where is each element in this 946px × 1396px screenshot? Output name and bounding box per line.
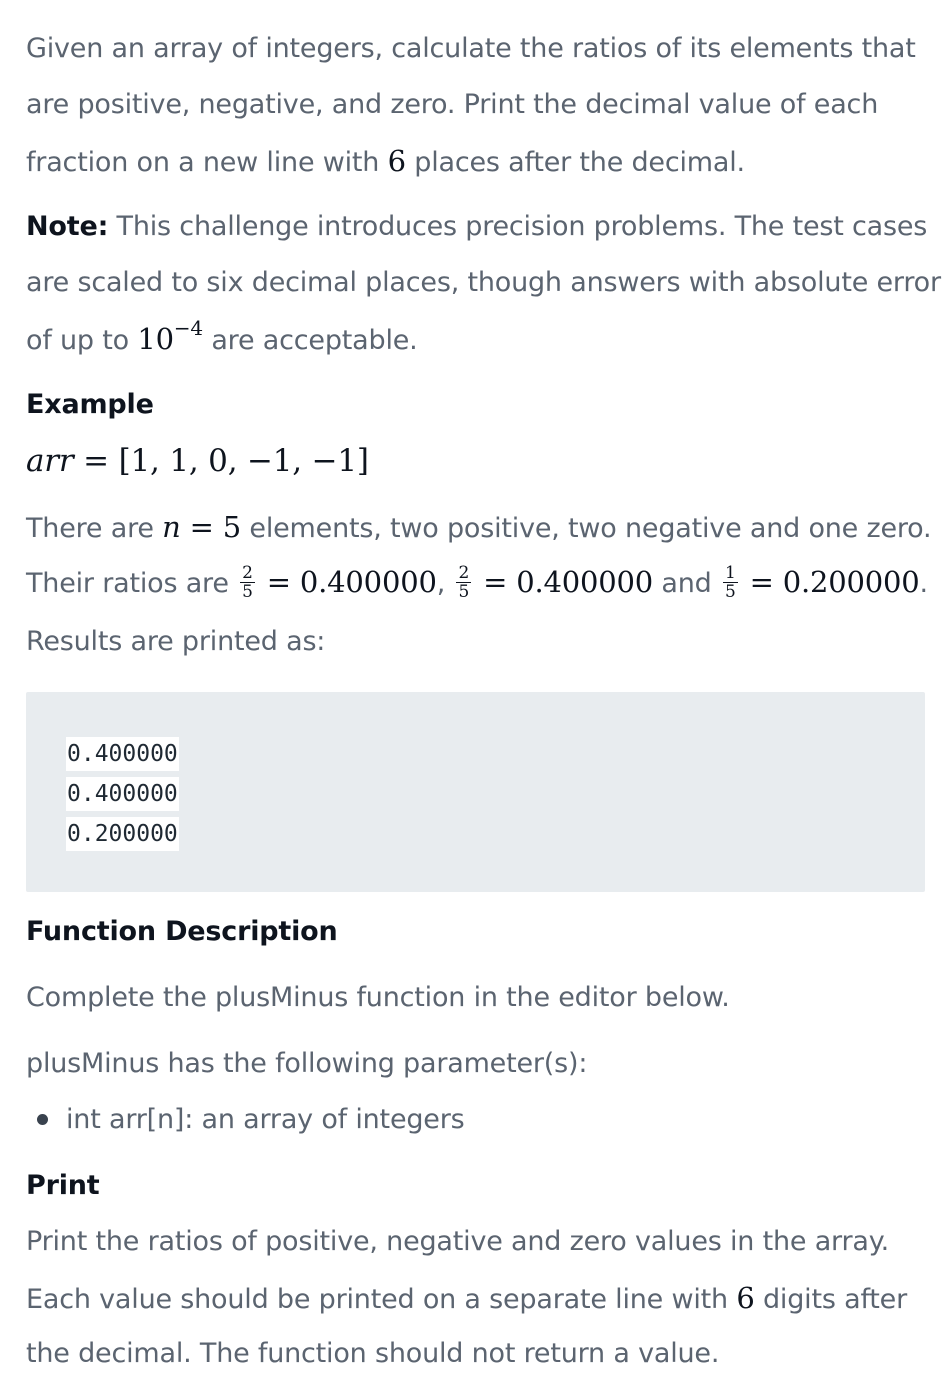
places-number: 6 <box>387 144 406 178</box>
note-line-3: of up to $10^{-4}$ are acceptable. <box>26 316 418 356</box>
example-heading: Example <box>26 389 154 420</box>
fraction-negative: $\frac{2}{5}$ <box>458 563 470 602</box>
intro-line-2: are positive, negative, and zero. Print the decimal value of each <box>26 89 879 120</box>
error-base: 10 <box>137 322 174 356</box>
note-line-2: are scaled to six decimal places, though answers with absolute error <box>26 267 941 298</box>
intro-line-1: Given an array of integers, calculate the ratios of its elements that <box>26 33 916 64</box>
function-line-2: plusMinus has the following parameter(s): <box>26 1048 588 1079</box>
fraction-zero: $\frac{1}{5}$ <box>724 563 736 602</box>
parameter-item: int arr[n]: an array of integers <box>66 1104 465 1135</box>
print-line-2: Each value should be printed on a separate line with 6 digits after <box>26 1281 907 1315</box>
function-line-1: Complete the plusMinus function in the editor below. <box>26 982 730 1013</box>
fraction-positive: $\frac{2}{5}$ <box>242 563 253 602</box>
print-line-1: Print the ratios of positive, negative and zero values in the array. <box>26 1226 890 1257</box>
results-label: Results are printed as: <box>26 626 326 657</box>
note-label: Note: <box>26 211 109 242</box>
intro-line-3: fraction on a new line with 6 places after the decimal. <box>26 144 745 178</box>
print-line-3: the decimal. The function should not return a value. <box>26 1338 720 1369</box>
example-array: arr = [1, 1, 0, −1, −1] <box>26 443 369 479</box>
note-line-1: Note: This challenge introduces precision problems. The test cases <box>26 211 928 242</box>
bullet-icon <box>37 1114 48 1125</box>
print-heading: Print <box>26 1170 100 1201</box>
example-ratios: Their ratios are $\frac{2}{5}$ = 0.400000, $\frac{2}{5}$ = 0.400000 and $\frac{1}{5}$ = 0.200000. <box>26 563 928 602</box>
output-line-2: 0.400000 <box>66 777 179 811</box>
output-line-3: 0.200000 <box>66 817 179 851</box>
example-explanation: There are n = 5 elements, two positive, two negative and one zero. <box>26 510 932 544</box>
digits-number: 6 <box>736 1281 755 1315</box>
error-exponent: −4 <box>173 316 203 340</box>
function-heading: Function Description <box>26 916 338 947</box>
output-line-1: 0.400000 <box>66 737 179 771</box>
